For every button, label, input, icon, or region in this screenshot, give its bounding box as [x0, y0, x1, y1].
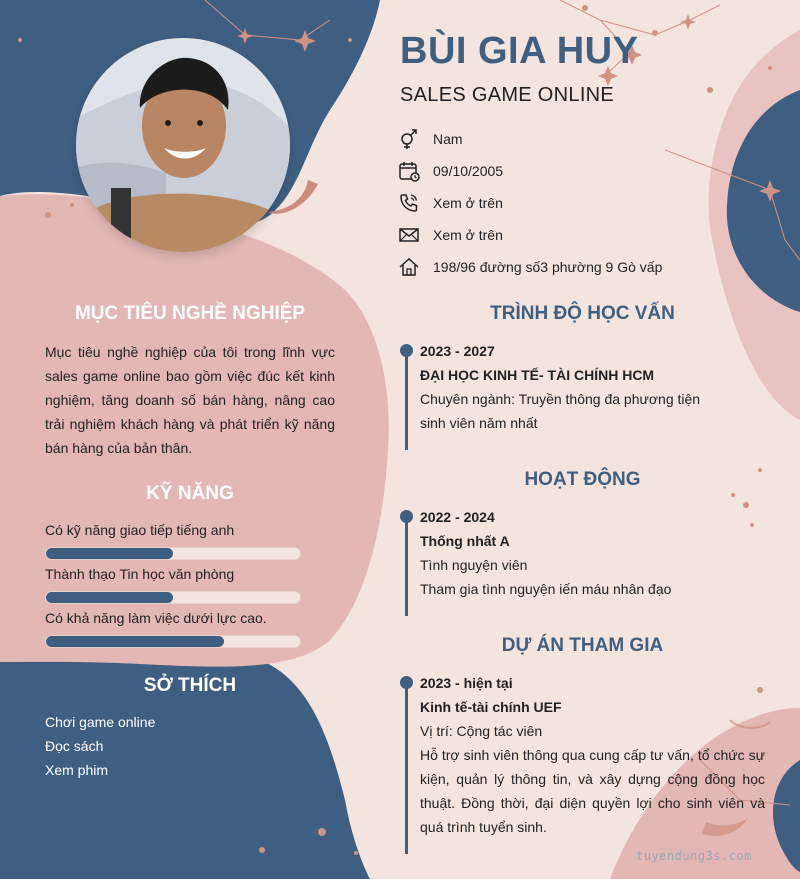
skills-title: KỸ NĂNG [146, 483, 234, 504]
skill-bar-fill [46, 548, 173, 559]
objective-text: Mục tiêu nghề nghiệp của tôi trong lĩnh vực sales game online bao gồm việc đúc kết kinh nghiệm, tăng doanh số bán hàng, nâng cao trải nghiệm khách hàng và phát triển kỹ năng bán hàng của bản thân. [45, 344, 335, 456]
calendar-icon [398, 160, 420, 182]
activities-role: Tình nguyện viên [420, 557, 528, 573]
gender-icon [398, 128, 420, 150]
phone-value: Xem ở trên [433, 195, 503, 211]
projects-position: Vị trí: Cộng tác viên [420, 723, 543, 739]
profile-photo-icon [76, 38, 290, 252]
contact-gender [398, 126, 778, 152]
job-title: SALES GAME ONLINE [400, 84, 615, 106]
email-value: Xem ở trên [433, 227, 503, 243]
projects-dot [400, 676, 413, 689]
skill-bar [45, 547, 301, 560]
gender-value: Nam [433, 131, 463, 147]
education-major: Chuyên ngành: Truyền thông đa phương tiện [420, 391, 701, 407]
skill-label: Có khả năng làm việc dưới lực cao. [45, 610, 267, 626]
hobby-item: Xem phim [45, 762, 109, 778]
projects-org: Kinh tế-tài chính UEF [420, 699, 562, 715]
education-timeline [405, 350, 408, 450]
home-icon [398, 256, 420, 278]
education-status: sinh viên năm nhất [420, 415, 538, 431]
skill-label: Có kỹ năng giao tiếp tiếng anh [45, 522, 235, 538]
contact-email [398, 222, 778, 248]
activities-desc: Tham gia tình nguyện iến máu nhân đạo [420, 581, 672, 597]
contact-address [398, 254, 778, 280]
phone-icon [398, 192, 420, 214]
skill-bar [45, 635, 301, 648]
hobby-item: Chơi game online [45, 714, 156, 730]
full-name: BÙI GIA HUY [400, 30, 639, 72]
activities-title: HOẠT ĐỘNG [524, 469, 641, 490]
projects-timeline [405, 682, 408, 854]
activities-dot [400, 510, 413, 523]
education-period: 2023 - 2027 [420, 343, 495, 359]
address-value: 198/96 đường số3 phường 9 Gò vấp [433, 259, 663, 275]
hobby-item: Đọc sách [45, 738, 104, 754]
skill-bar-fill [46, 636, 224, 647]
skill-bar [45, 591, 301, 604]
hobbies-title: SỞ THÍCH [143, 675, 237, 696]
contact-phone [398, 190, 778, 216]
birthday-value: 09/10/2005 [433, 163, 504, 179]
activities-org: Thống nhất A [420, 533, 510, 549]
objective-title: MỤC TIÊU NGHỀ NGHIỆP [74, 303, 306, 324]
skill-bar-fill [46, 592, 173, 603]
activities-timeline [405, 516, 408, 616]
education-title: TRÌNH ĐỘ HỌC VẤN [490, 303, 675, 324]
email-icon [398, 224, 420, 246]
education-dot [400, 344, 413, 357]
contact-birthday [398, 158, 778, 184]
education-school: ĐẠI HỌC KINH TẾ- TÀI CHÍNH HCM [420, 367, 655, 383]
profile-photo [76, 38, 290, 252]
projects-title: DỰ ÁN THAM GIA [501, 635, 664, 656]
watermark: tuyendung3s.com [636, 849, 752, 863]
activities-period: 2022 - 2024 [420, 509, 495, 525]
projects-description: Hỗ trợ sinh viên thông qua cung cấp tư vấn, tổ chức sự kiện, quản lý thông tin, và xây dựng cộng đồng học thuật. Đồng thời, đại diện quyền lợi cho sinh viên và quá trình tuyển sinh. [420, 747, 765, 835]
projects-period: 2023 - hiện tại [420, 675, 513, 691]
skill-label: Thành thạo Tin học văn phòng [45, 566, 235, 582]
